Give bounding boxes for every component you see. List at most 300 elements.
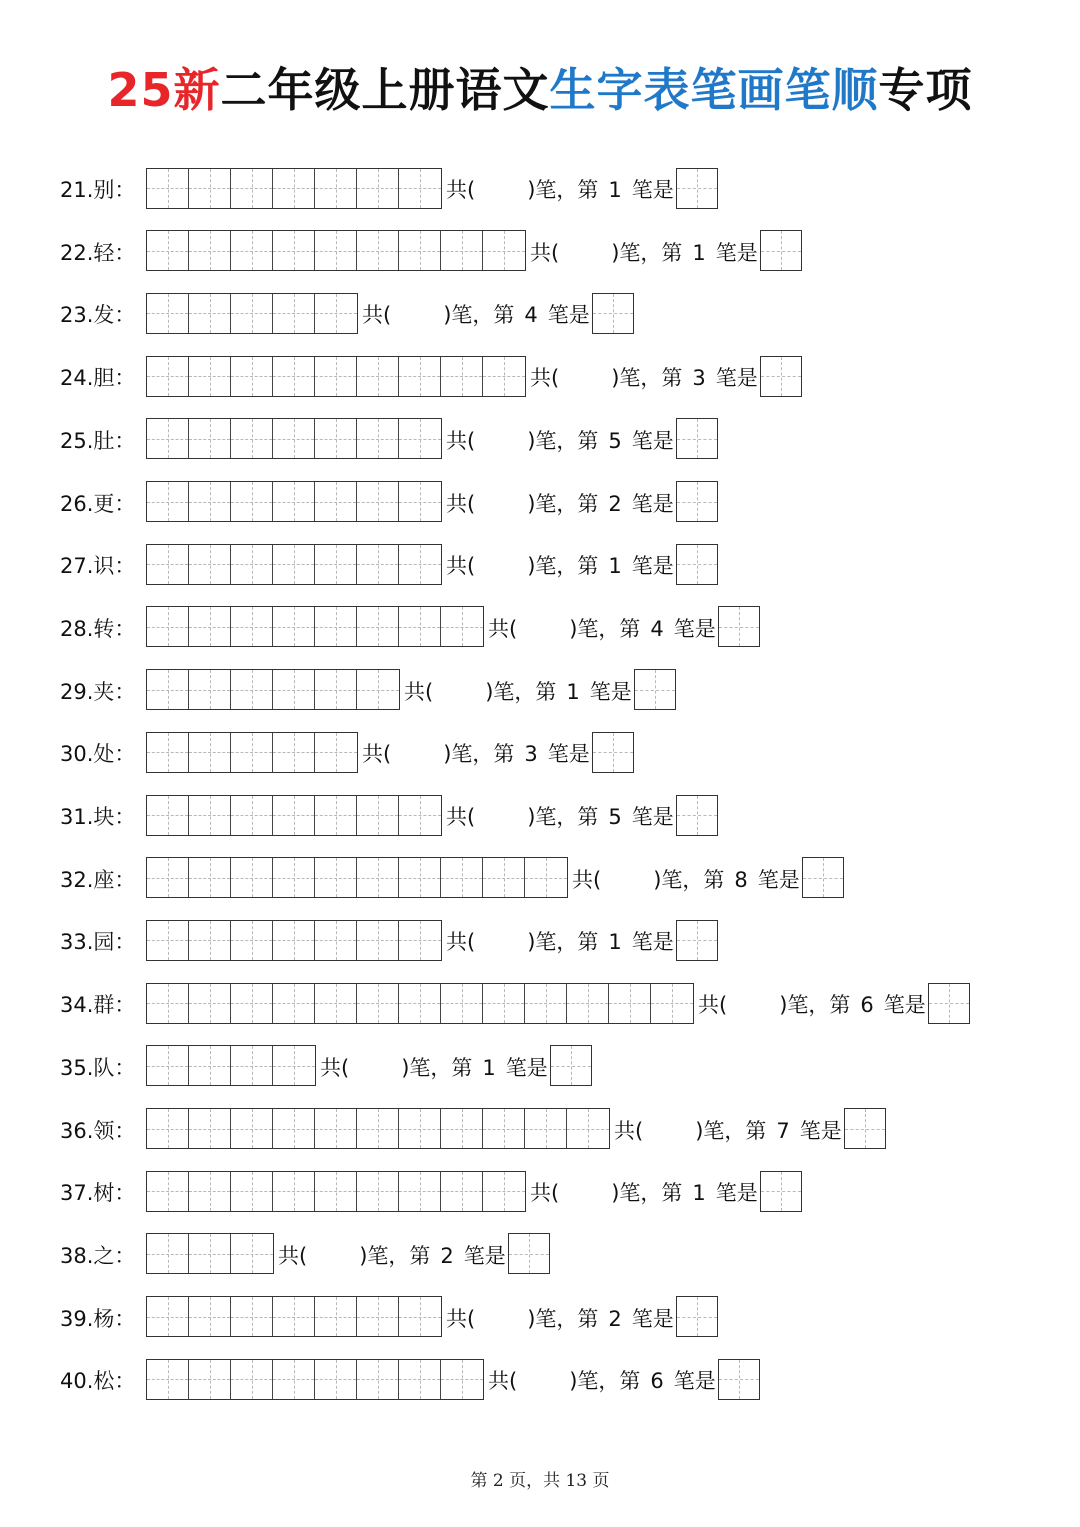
exercise-label: 32.座： [60,867,136,892]
stroke-cell[interactable] [567,984,609,1023]
stroke-cell[interactable] [651,984,693,1023]
answer-box[interactable] [676,481,718,522]
stroke-cell[interactable] [273,796,315,835]
stroke-cell[interactable] [357,858,399,897]
stroke-cell[interactable] [357,419,399,458]
stroke-cell[interactable] [357,1109,399,1148]
stroke-cell[interactable] [357,1172,399,1211]
stroke-index: 5 [608,428,622,453]
stroke-cell[interactable] [189,984,231,1023]
exercise-row [60,482,718,526]
stroke-cell[interactable] [399,1172,441,1211]
close-bi-text: )笔，第 [485,679,557,704]
exercise-row [60,293,634,337]
stroke-cell[interactable] [315,294,357,333]
bi-shi-text: 笔是 [715,240,758,265]
stroke-cell[interactable] [273,1297,315,1336]
stroke-order-grid [146,732,358,773]
stroke-cell[interactable] [315,1109,357,1148]
stroke-cell[interactable] [399,482,441,521]
stroke-cell[interactable] [189,545,231,584]
answer-box[interactable] [592,732,634,773]
stroke-question [446,795,674,839]
exercise-label: 36.领： [60,1118,136,1143]
stroke-cell[interactable] [273,545,315,584]
answer-box[interactable] [508,1233,550,1274]
exercise-row [60,795,718,839]
stroke-cell[interactable] [273,1046,315,1085]
stroke-index: 1 [608,930,622,955]
gong-open-text: 共( [404,679,434,704]
stroke-cell[interactable] [189,1360,231,1399]
stroke-question [404,670,632,714]
close-bi-text: )笔，第 [527,428,599,453]
stroke-cell[interactable] [315,1360,357,1399]
stroke-cell[interactable] [273,357,315,396]
stroke-cell[interactable] [315,1172,357,1211]
stroke-cell[interactable] [315,921,357,960]
exercise-label: 29.夹： [60,679,136,704]
stroke-cell[interactable] [399,419,441,458]
title-part-grade: 二年级上册语文 [220,63,550,117]
stroke-cell[interactable] [147,1046,189,1085]
close-bi-text: )笔，第 [527,491,599,516]
stroke-cell[interactable] [273,858,315,897]
stroke-cell[interactable] [399,231,441,270]
answer-box[interactable] [928,983,970,1024]
bi-shi-text: 笔是 [547,303,590,328]
bi-shi-text: 笔是 [715,366,758,391]
stroke-order-grid [146,293,358,334]
stroke-index: 2 [608,1306,622,1331]
gong-open-text: 共( [320,1055,350,1080]
stroke-question [530,1171,758,1215]
exercise-label: 40.松： [60,1369,136,1394]
stroke-index: 7 [776,1118,790,1143]
exercise-label: 34.群： [60,993,136,1018]
stroke-cell[interactable] [399,357,441,396]
close-bi-text: )笔，第 [779,993,851,1018]
stroke-cell[interactable] [273,921,315,960]
gong-open-text: 共( [488,1369,518,1394]
stroke-cell[interactable] [231,858,273,897]
stroke-index: 1 [692,1181,706,1206]
stroke-cell[interactable] [231,796,273,835]
stroke-question [446,419,674,463]
close-bi-text: )笔，第 [569,1369,641,1394]
stroke-order-grid [146,356,526,397]
stroke-cell[interactable] [189,1297,231,1336]
stroke-cell[interactable] [147,1109,189,1148]
exercise-row [60,983,970,1027]
close-bi-text: )笔，第 [611,1181,683,1206]
bi-shi-text: 笔是 [547,742,590,767]
gong-open-text: 共( [446,930,476,955]
stroke-cell[interactable] [441,1109,483,1148]
exercise-label: 33.园： [60,930,136,955]
stroke-index: 5 [608,805,622,829]
stroke-cell[interactable] [189,294,231,333]
stroke-cell[interactable] [189,419,231,458]
stroke-cell[interactable] [315,357,357,396]
gong-open-text: 共( [530,1181,560,1206]
stroke-cell[interactable] [525,1109,567,1148]
stroke-cell[interactable] [273,169,315,208]
stroke-cell[interactable] [273,1172,315,1211]
stroke-cell[interactable] [189,921,231,960]
stroke-question [488,607,716,651]
stroke-cell[interactable] [189,482,231,521]
stroke-cell[interactable] [189,733,231,772]
stroke-question [530,356,758,400]
stroke-question [488,1359,716,1403]
stroke-question [698,983,926,1027]
stroke-cell[interactable] [231,921,273,960]
stroke-cell[interactable] [273,984,315,1023]
stroke-cell[interactable] [189,231,231,270]
stroke-cell[interactable] [147,294,189,333]
stroke-cell[interactable] [147,733,189,772]
exercise-label: 30.处： [60,742,136,767]
stroke-cell[interactable] [399,1360,441,1399]
stroke-cell[interactable] [231,1109,273,1148]
bi-shi-text: 笔是 [883,993,926,1018]
answer-box[interactable] [676,544,718,585]
close-bi-text: )笔，第 [443,742,515,767]
stroke-cell[interactable] [189,796,231,835]
close-bi-text: )笔，第 [611,366,683,391]
exercise-row [60,858,844,902]
stroke-index: 4 [524,303,538,328]
close-bi-text: )笔，第 [527,930,599,955]
stroke-cell[interactable] [147,1234,189,1273]
stroke-order-grid [146,1359,484,1400]
exercise-label: 35.队： [60,1055,136,1080]
stroke-cell[interactable] [357,357,399,396]
stroke-cell[interactable] [147,1360,189,1399]
stroke-cell[interactable] [357,482,399,521]
stroke-cell[interactable] [399,858,441,897]
close-bi-text: )笔，第 [569,616,641,641]
stroke-index: 2 [608,491,622,516]
stroke-cell[interactable] [399,169,441,208]
stroke-cell[interactable] [189,1234,231,1273]
answer-box[interactable] [760,230,802,271]
stroke-cell[interactable] [231,169,273,208]
title-part-topic: 生字表笔画笔顺 [549,63,879,117]
stroke-cell[interactable] [189,1046,231,1085]
stroke-cell[interactable] [273,419,315,458]
stroke-cell[interactable] [441,858,483,897]
stroke-cell[interactable] [357,670,399,709]
stroke-index: 3 [692,366,706,391]
stroke-cell[interactable] [441,357,483,396]
stroke-cell[interactable] [147,607,189,646]
stroke-cell[interactable] [315,231,357,270]
stroke-cell[interactable] [273,1360,315,1399]
exercise-row [60,1109,886,1153]
answer-box[interactable] [550,1045,592,1086]
stroke-order-grid [146,669,400,710]
stroke-order-grid [146,544,442,585]
stroke-cell[interactable] [357,1360,399,1399]
stroke-question [446,168,674,212]
stroke-cell[interactable] [441,1360,483,1399]
stroke-cell[interactable] [231,984,273,1023]
stroke-cell[interactable] [357,607,399,646]
stroke-cell[interactable] [357,796,399,835]
stroke-cell[interactable] [147,1297,189,1336]
stroke-cell[interactable] [483,1172,525,1211]
exercise-label: 37.树： [60,1181,136,1206]
stroke-cell[interactable] [357,545,399,584]
answer-box[interactable] [676,920,718,961]
stroke-question [446,1297,674,1341]
exercise-row [60,670,676,714]
answer-box[interactable] [802,857,844,898]
stroke-index: 1 [566,679,580,704]
close-bi-text: )笔，第 [401,1055,473,1080]
stroke-cell[interactable] [441,1172,483,1211]
bi-shi-text: 笔是 [463,1243,506,1268]
stroke-cell[interactable] [315,169,357,208]
close-bi-text: )笔，第 [695,1118,767,1143]
stroke-cell[interactable] [315,670,357,709]
stroke-cell[interactable] [231,1234,273,1273]
stroke-cell[interactable] [357,231,399,270]
stroke-index: 1 [692,240,706,265]
exercise-row [60,607,760,651]
stroke-cell[interactable] [273,733,315,772]
stroke-cell[interactable] [189,670,231,709]
exercise-label: 26.更： [60,491,136,516]
stroke-cell[interactable] [399,921,441,960]
stroke-order-grid [146,983,694,1024]
stroke-cell[interactable] [231,231,273,270]
stroke-cell[interactable] [315,607,357,646]
exercise-row [60,231,802,275]
stroke-index: 1 [608,178,622,202]
bi-shi-text: 笔是 [505,1055,548,1080]
stroke-cell[interactable] [399,1109,441,1148]
stroke-cell[interactable] [525,858,567,897]
exercise-label: 27.识： [60,554,136,579]
exercise-row [60,1234,550,1278]
stroke-order-grid [146,920,442,961]
stroke-cell[interactable] [147,231,189,270]
answer-box[interactable] [676,1296,718,1337]
answer-box[interactable] [676,418,718,459]
bi-shi-text: 笔是 [631,491,674,516]
stroke-cell[interactable] [483,984,525,1023]
stroke-cell[interactable] [231,670,273,709]
exercise-label: 24.胆： [60,366,136,391]
stroke-cell[interactable] [609,984,651,1023]
exercise-row [60,732,634,776]
stroke-cell[interactable] [441,984,483,1023]
stroke-cell[interactable] [231,607,273,646]
stroke-order-grid [146,1045,316,1086]
gong-open-text: 共( [488,616,518,641]
answer-box[interactable] [676,168,718,209]
stroke-cell[interactable] [147,921,189,960]
stroke-cell[interactable] [231,545,273,584]
stroke-cell[interactable] [315,796,357,835]
stroke-cell[interactable] [399,607,441,646]
stroke-cell[interactable] [273,1109,315,1148]
bi-shi-text: 笔是 [589,679,632,704]
stroke-cell[interactable] [231,357,273,396]
stroke-question [530,231,758,275]
stroke-index: 1 [608,554,622,579]
close-bi-text: )笔，第 [653,867,725,892]
stroke-cell[interactable] [525,984,567,1023]
stroke-cell[interactable] [399,545,441,584]
exercise-label: 21.别： [60,178,136,202]
bi-shi-text: 笔是 [715,1181,758,1206]
bi-shi-text: 笔是 [799,1118,842,1143]
stroke-cell[interactable] [399,984,441,1023]
stroke-cell[interactable] [147,169,189,208]
stroke-cell[interactable] [273,670,315,709]
stroke-cell[interactable] [567,1109,609,1148]
gong-open-text: 共( [530,366,560,391]
bi-shi-text: 笔是 [631,930,674,955]
stroke-index: 2 [440,1243,454,1268]
gong-open-text: 共( [446,1306,476,1331]
stroke-question [278,1234,506,1278]
answer-box[interactable] [760,1171,802,1212]
stroke-question [446,920,674,964]
gong-open-text: 共( [446,805,476,829]
stroke-index: 1 [482,1055,496,1080]
stroke-cell[interactable] [357,169,399,208]
stroke-cell[interactable] [189,607,231,646]
stroke-order-grid [146,168,442,209]
bi-shi-text: 笔是 [631,805,674,829]
stroke-cell[interactable] [357,921,399,960]
stroke-cell[interactable] [315,545,357,584]
stroke-cell[interactable] [357,984,399,1023]
stroke-cell[interactable] [273,294,315,333]
stroke-cell[interactable] [231,1046,273,1085]
gong-open-text: 共( [446,554,476,579]
stroke-question [362,293,590,337]
answer-box[interactable] [844,1108,886,1149]
gong-open-text: 共( [446,491,476,516]
stroke-cell[interactable] [273,607,315,646]
gong-open-text: 共( [278,1243,308,1268]
stroke-cell[interactable] [231,1360,273,1399]
answer-box[interactable] [676,795,718,836]
stroke-cell[interactable] [231,1172,273,1211]
stroke-cell[interactable] [315,858,357,897]
answer-box[interactable] [592,293,634,334]
stroke-cell[interactable] [315,1297,357,1336]
stroke-cell[interactable] [147,357,189,396]
stroke-cell[interactable] [147,796,189,835]
answer-box[interactable] [718,606,760,647]
stroke-cell[interactable] [189,1172,231,1211]
exercise-label: 25.肚： [60,428,136,453]
stroke-cell[interactable] [147,1172,189,1211]
close-bi-text: )笔，第 [611,240,683,265]
stroke-cell[interactable] [189,1109,231,1148]
exercise-label: 39.杨： [60,1306,136,1331]
stroke-cell[interactable] [147,482,189,521]
bi-shi-text: 笔是 [631,554,674,579]
close-bi-text: )笔，第 [527,1306,599,1331]
stroke-index: 3 [524,742,538,767]
stroke-cell[interactable] [315,733,357,772]
stroke-question [320,1046,548,1090]
stroke-cell[interactable] [357,1297,399,1336]
stroke-order-grid [146,857,568,898]
stroke-cell[interactable] [231,419,273,458]
title-part-suffix: 专项 [878,63,973,117]
exercise-row [60,356,802,400]
stroke-index: 4 [650,616,664,641]
stroke-cell[interactable] [441,231,483,270]
stroke-cell[interactable] [231,482,273,521]
stroke-cell[interactable] [231,733,273,772]
stroke-question [446,544,674,588]
stroke-cell[interactable] [483,231,525,270]
exercise-row [60,1046,592,1090]
gong-open-text: 共( [530,240,560,265]
stroke-cell[interactable] [189,858,231,897]
answer-box[interactable] [718,1359,760,1400]
stroke-cell[interactable] [273,482,315,521]
stroke-cell[interactable] [315,482,357,521]
stroke-order-grid [146,1171,526,1212]
stroke-cell[interactable] [273,231,315,270]
stroke-cell[interactable] [399,796,441,835]
stroke-cell[interactable] [147,419,189,458]
gong-open-text: 共( [572,867,602,892]
stroke-cell[interactable] [483,357,525,396]
stroke-cell[interactable] [315,419,357,458]
gong-open-text: 共( [446,428,476,453]
bi-shi-text: 笔是 [757,867,800,892]
title-part-year: 25新 [107,63,221,117]
exercise-row [60,920,718,964]
stroke-cell[interactable] [147,984,189,1023]
stroke-cell[interactable] [483,1109,525,1148]
stroke-cell[interactable] [231,1297,273,1336]
stroke-cell[interactable] [147,545,189,584]
page-footer: 第 2 页，共 13 页 [470,1471,610,1491]
stroke-cell[interactable] [483,858,525,897]
gong-open-text: 共( [362,742,392,767]
stroke-cell[interactable] [231,294,273,333]
stroke-cell[interactable] [147,670,189,709]
exercise-row [60,419,718,463]
exercise-label: 31.块： [60,805,136,829]
answer-box[interactable] [760,356,802,397]
bi-shi-text: 笔是 [631,1306,674,1331]
stroke-cell[interactable] [189,169,231,208]
exercise-label: 28.转： [60,616,136,641]
stroke-cell[interactable] [315,984,357,1023]
stroke-cell[interactable] [399,1297,441,1336]
stroke-cell[interactable] [147,858,189,897]
stroke-question [572,858,800,902]
gong-open-text: 共( [446,178,476,202]
answer-box[interactable] [634,669,676,710]
stroke-cell[interactable] [189,357,231,396]
stroke-cell[interactable] [441,607,483,646]
